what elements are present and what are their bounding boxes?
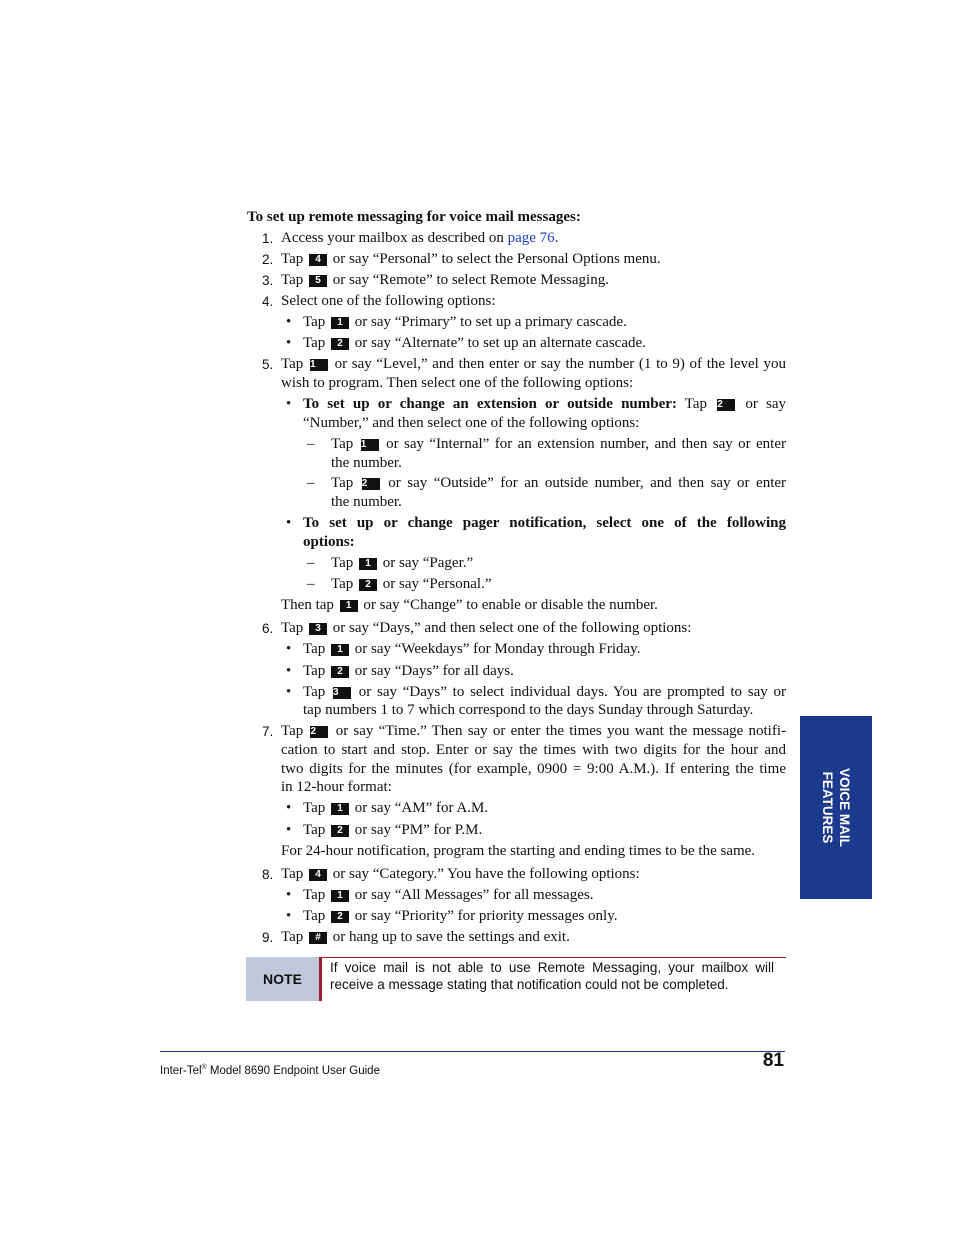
step-text: Tap	[303, 314, 326, 330]
step-number: 5.	[262, 357, 274, 372]
key-icon: 2	[331, 825, 349, 837]
step-text: Tap	[331, 475, 354, 491]
step-text: or say “Alternate” to set up an alternate cascade.	[354, 335, 646, 351]
page-number: 81	[762, 1050, 784, 1071]
note-label: NOTE	[246, 957, 319, 1001]
section-heading: To set up remote messaging for voice mail messages:	[247, 209, 581, 225]
step-7-line4: in 12-hour format:	[281, 779, 392, 795]
step-text: Tap	[303, 641, 326, 657]
step-number: 2.	[262, 252, 274, 267]
bullet-icon: •	[286, 515, 292, 531]
step-text: or say “Internal” for an extension number, and then say or enter	[386, 436, 786, 452]
step-text: or say “Level,” and then enter or say the number (1 to 9) of the level you	[334, 356, 786, 372]
pager-option-personal	[331, 575, 492, 594]
step-text: Tap	[684, 396, 708, 412]
step-text: Tap	[303, 887, 326, 903]
note-text: If voice mail is not able to use Remote Messaging, your mailbox will receive a message stating that notification could not be completed.	[330, 960, 774, 992]
side-tab-line-1: VOICE MAIL	[837, 768, 852, 847]
key-icon: 3	[309, 623, 327, 635]
step-number: 3.	[262, 273, 274, 288]
time-option-pm	[303, 821, 482, 840]
key-icon: 1	[331, 803, 349, 815]
step-text: or say “Days,” and then select one of the following options:	[332, 620, 692, 636]
side-tab-label	[800, 716, 872, 899]
note-top-rule	[321, 957, 786, 958]
step-text: Tap	[281, 251, 304, 267]
key-icon: 2	[331, 911, 349, 923]
step-text: Tap	[303, 684, 326, 700]
step-text: Tap	[303, 663, 326, 679]
step-text: or say “Days” for all days.	[354, 663, 514, 679]
pager-option-title-line2: options:	[303, 534, 355, 550]
step-number: 9.	[262, 930, 274, 945]
step-text: or say “All Messages” for all messages.	[354, 887, 594, 903]
key-icon: 2	[717, 399, 735, 411]
step-text: Tap	[281, 929, 304, 945]
step-7-line3: two digits for the minutes (for example, 0900 = 9:00 A.M.). If entering the time	[281, 761, 786, 777]
step-7-after-text: For 24-hour notification, program the starting and ending times to be the same.	[281, 843, 756, 859]
bullet-icon: •	[286, 663, 292, 679]
step-text: Tap	[331, 576, 354, 592]
step-text: or hang up to save the settings and exit.	[332, 929, 570, 945]
extension-option	[303, 395, 786, 414]
step-text: or say “Time.” Then say or enter the times you want the message notifi-	[335, 723, 787, 739]
key-icon: 5	[309, 275, 327, 287]
key-icon: 4	[309, 869, 327, 881]
bullet-icon: •	[286, 314, 292, 330]
days-option-all	[303, 662, 514, 681]
key-icon: 2	[359, 579, 377, 591]
step-number: 7.	[262, 724, 274, 739]
bullet-icon: •	[286, 684, 292, 700]
step-text: Tap	[331, 555, 354, 571]
key-icon: 1	[310, 359, 328, 371]
step-number: 1.	[262, 231, 274, 246]
step-4-option-alternate	[303, 334, 646, 353]
step-text: Tap	[281, 866, 304, 882]
step-text: or say “Primary” to set up a primary cascade.	[354, 314, 627, 330]
key-icon: #	[309, 932, 327, 944]
step-text: Tap	[281, 272, 304, 288]
key-icon: 2	[331, 666, 349, 678]
time-option-am	[303, 799, 488, 818]
step-text: Tap	[281, 723, 304, 739]
step-4-text: Select one of the following options:	[281, 293, 496, 309]
bullet-icon: •	[286, 396, 292, 412]
bullet-icon: •	[286, 908, 292, 924]
step-text: or say “Remote” to select Remote Messaging.	[332, 272, 609, 288]
key-icon: 2	[362, 478, 380, 490]
section-side-tab	[800, 716, 872, 899]
step-9-text	[281, 928, 570, 947]
key-icon: 3	[333, 687, 351, 699]
step-text: Tap	[303, 908, 326, 924]
step-text: or say “Change” to enable or disable the number.	[363, 597, 658, 613]
bullet-icon: •	[286, 335, 292, 351]
step-5-text	[281, 355, 786, 374]
extension-internal-line2: the number.	[331, 455, 402, 471]
step-5-text-line2: wish to program. Then select one of the following options:	[281, 375, 634, 391]
key-icon: 4	[309, 254, 327, 266]
step-text: Tap	[331, 436, 354, 452]
bullet-icon: •	[286, 641, 292, 657]
dash-marker: –	[307, 576, 315, 592]
step-number: 6.	[262, 621, 274, 636]
key-icon: 1	[361, 439, 379, 451]
step-7-line2: cation to start and stop. Enter or say the times with two digits for the hour and	[281, 742, 786, 758]
step-2-text	[281, 250, 661, 269]
page-link[interactable]: page 76	[507, 230, 555, 246]
step-text: or say “AM” for A.M.	[354, 800, 489, 816]
dash-marker: –	[307, 475, 315, 491]
step-text: Tap	[281, 620, 304, 636]
days-option-individual	[303, 683, 786, 702]
dash-marker: –	[307, 436, 315, 452]
key-icon: 1	[359, 558, 377, 570]
category-option-priority	[303, 907, 618, 926]
dash-marker: –	[307, 555, 315, 571]
step-text: or say “PM” for P.M.	[354, 822, 483, 838]
key-icon: 1	[331, 890, 349, 902]
footer-title	[160, 1058, 380, 1081]
extension-outside-line2: the number.	[331, 494, 402, 510]
key-icon: 1	[340, 600, 358, 612]
step-3-text	[281, 271, 609, 290]
extension-outside-option	[331, 474, 786, 493]
key-icon: 2	[310, 726, 328, 738]
option-title: To set up or change an extension or outside number:	[303, 396, 677, 412]
step-text: or say “Pager.”	[382, 555, 474, 571]
footer-brand: Inter-Tel	[160, 1064, 202, 1077]
key-icon: 1	[331, 317, 349, 329]
step-text: Access your mailbox as described on	[281, 230, 508, 246]
step-text: Tap	[281, 356, 304, 372]
step-text: or say “Weekdays” for Monday through Friday.	[354, 641, 641, 657]
step-number: 8.	[262, 867, 274, 882]
step-8-text	[281, 865, 640, 884]
footer-guide-title: Model 8690 Endpoint User Guide	[206, 1064, 380, 1077]
step-text: or say “Days” to select individual days. You are prompted to say or	[358, 684, 787, 700]
side-tab-line-2: FEATURES	[820, 771, 835, 844]
step-7-text	[281, 722, 786, 741]
step-text: Tap	[303, 800, 326, 816]
step-5-then-text	[281, 596, 658, 615]
bullet-icon: •	[286, 887, 292, 903]
step-text: or say “Personal” to select the Personal Options menu.	[332, 251, 661, 267]
days-option-individual-line2: tap numbers 1 to 7 which correspond to the days Sunday through Saturday.	[303, 702, 754, 718]
step-text: Then tap	[281, 597, 334, 613]
extension-option-line2: “Number,” and then select one of the following options:	[303, 415, 640, 431]
step-6-text	[281, 619, 691, 638]
pager-option-title: To set up or change pager notification, select one of the following	[303, 515, 786, 531]
footer-rule	[160, 1051, 785, 1052]
step-text: or say “Category.” You have the following options:	[332, 866, 640, 882]
step-1-text	[281, 229, 558, 248]
step-text: Tap	[303, 335, 326, 351]
step-text: .	[554, 230, 559, 246]
bullet-icon: •	[286, 822, 292, 838]
step-text: or say “Priority” for priority messages only.	[354, 908, 618, 924]
registered-mark: ®	[201, 1064, 207, 1071]
pager-option-pager	[331, 554, 473, 573]
category-option-all	[303, 886, 593, 905]
days-option-weekdays	[303, 640, 640, 659]
step-number: 4.	[262, 294, 274, 309]
bullet-icon: •	[286, 800, 292, 816]
key-icon: 1	[331, 644, 349, 656]
step-text: or say	[745, 396, 787, 412]
step-text: or say “Outside” for an outside number, and then say or enter	[388, 475, 787, 491]
extension-internal-option	[331, 435, 786, 454]
step-text: Tap	[303, 822, 326, 838]
note-divider	[319, 957, 322, 1001]
step-text: or say “Personal.”	[382, 576, 492, 592]
step-4-option-primary	[303, 313, 627, 332]
note-box	[246, 957, 786, 1001]
key-icon: 2	[331, 338, 349, 350]
